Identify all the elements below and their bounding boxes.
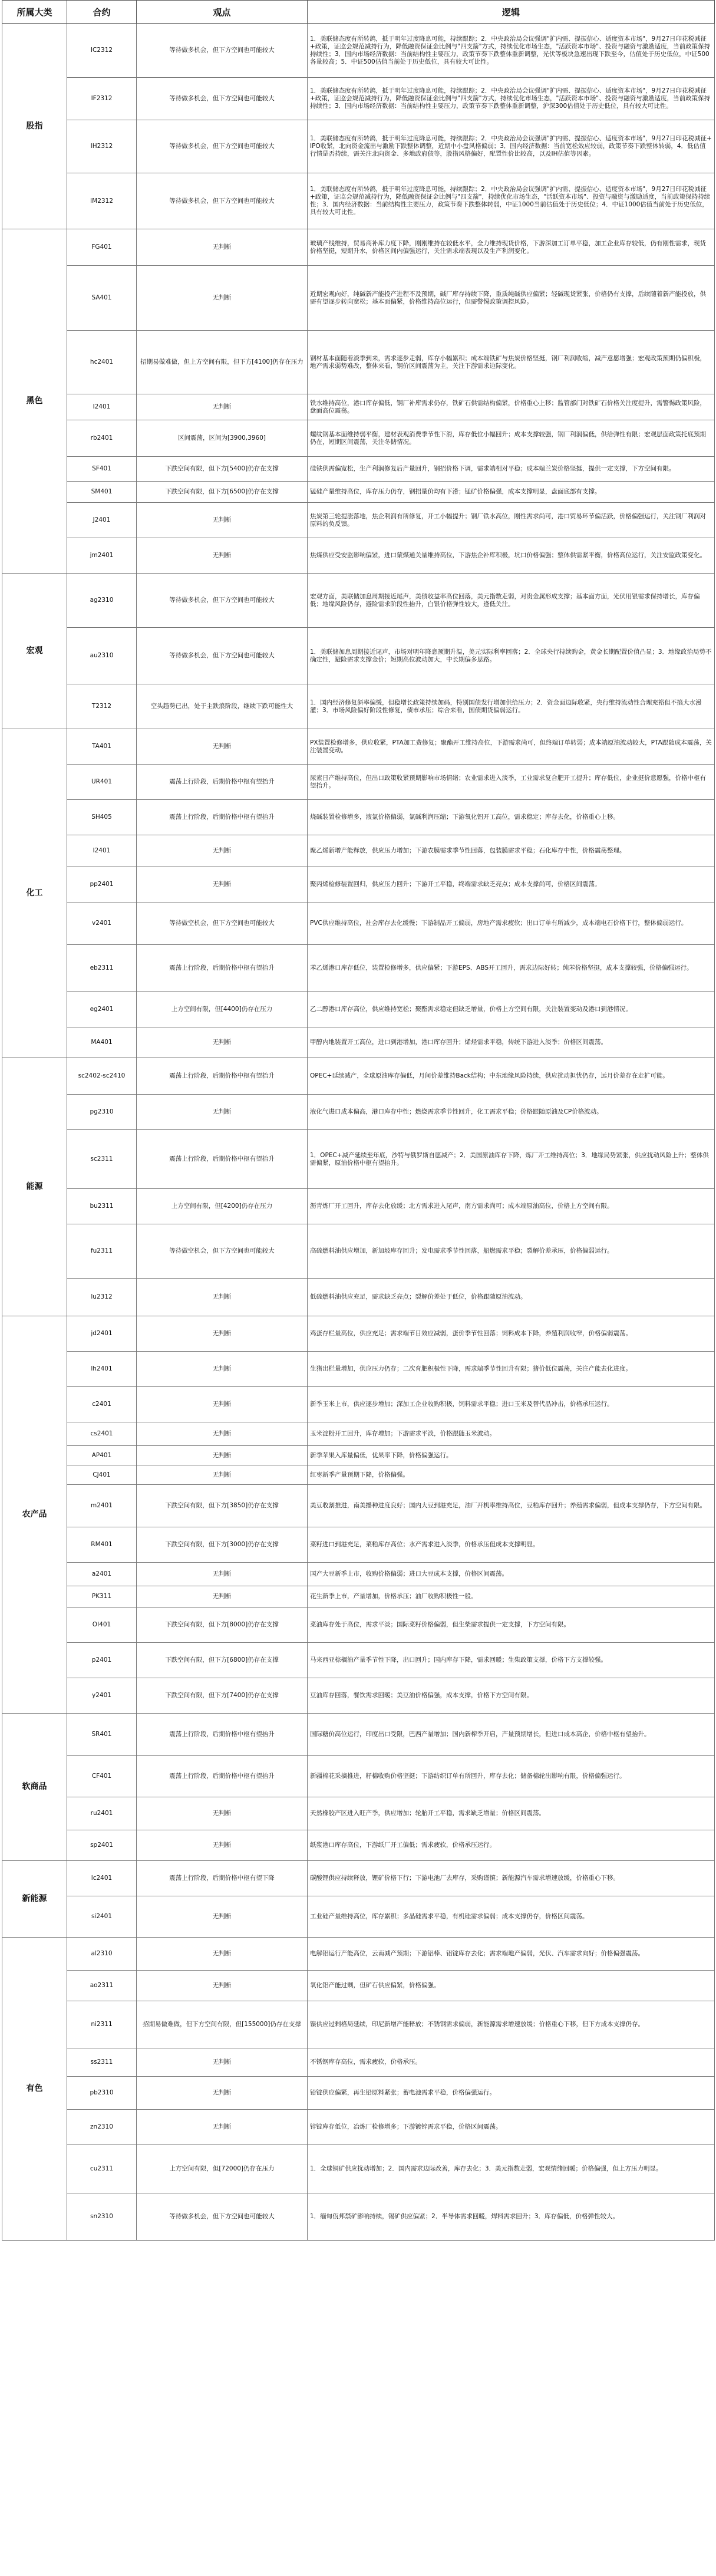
- logic-cell: 苯乙烯港口库存低位，装置检修增多，供应偏紧；下游EPS、ABS开工回升，需求边际好转；纯苯价格坚挺，成本支撑较强，价格偏强运行。: [308, 945, 715, 992]
- table-row: [2, 1607, 715, 1643]
- logic-cell: 镍供应过剩格局延续，印尼新增产能释放；不锈钢需求偏弱，新能源需求增速放缓；价格重心下移，但下方成本支撑仍存。: [308, 2001, 715, 2048]
- view-cell: 等待做多机会，但下方空间也可能较大: [137, 574, 308, 628]
- logic-cell: 低硫燃料油供应充足，需求缺乏亮点；裂解价差处于低位，价格跟随原油波动。: [308, 1279, 715, 1316]
- table-row: [2, 729, 715, 765]
- logic-cell: 新季玉米上市，供应逐步增加；深加工企业收购积极，饲料需求平稳；进口玉米及替代品冲击，价格承压运行。: [308, 1387, 715, 1422]
- view-cell: 无判断: [137, 835, 308, 867]
- view-cell: 等待做多机会，但下方空间也可能较大: [137, 120, 308, 173]
- logic-cell: 铁水维持高位，港口库存偏低，钢厂补库需求仍存，铁矿石供需结构偏紧，价格重心上移；监管部门对铁矿石价格关注度提升，需警惕政策风险，盘面高位震荡。: [308, 394, 715, 420]
- logic-cell: PX装置检修增多，供应收紧，PTA加工费修复；聚酯开工维持高位，下游需求尚可，但终端订单转弱；成本端原油波动较大，PTA跟随成本震荡，关注装置变动。: [308, 729, 715, 765]
- logic-cell: 尿素日产维持高位，但出口政策收紧预期影响市场情绪；农业需求进入淡季，工业需求复合肥开工提升；库存低位，企业挺价意愿强，价格中枢有望抬升。: [308, 765, 715, 800]
- contract-cell: I2401: [67, 394, 137, 420]
- table-row: [2, 1352, 715, 1387]
- view-cell: 上方空间有限，但[72000]仍存在压力: [137, 2145, 308, 2193]
- logic-cell: 锰硅产量维持高位，库存压力仍存，钢招量价均有下滑；锰矿价格偏强，成本支撑明显，盘面底部有支撑。: [308, 482, 715, 503]
- contract-cell: l2401: [67, 835, 137, 867]
- table-row: [2, 1563, 715, 1586]
- table-row: [2, 574, 715, 628]
- table-row: [2, 1586, 715, 1607]
- view-cell: 无判断: [137, 729, 308, 765]
- view-cell: 震荡上行阶段，后期价格中枢有望抬升: [137, 1058, 308, 1095]
- table-row: [2, 1756, 715, 1797]
- contract-cell: y2401: [67, 1678, 137, 1714]
- view-cell: 无判断: [137, 394, 308, 420]
- contract-cell: m2401: [67, 1485, 137, 1527]
- contract-cell: CF401: [67, 1756, 137, 1797]
- view-cell: 上方空间有限，但[4400]仍存在压力: [137, 992, 308, 1027]
- view-cell: 无判断: [137, 1586, 308, 1607]
- contract-cell: sc2402-sc2410: [67, 1058, 137, 1095]
- logic-cell: PVC供应维持高位，社会库存去化缓慢；下游制品开工偏弱，房地产需求疲软；出口订单有所减少，成本端电石价格下行，整体偏弱运行。: [308, 902, 715, 945]
- logic-cell: 1．美联储态度有所转鸽，抵于明年过度降息可能，持续跟踪；2．中央政治局会议强调"扩内需、提振信心、适度资本市场"，9月27日印花税减征+政策，证监会规范减持行为，降低融资保证金比例与"四支箭"，持续优化市场生态，"活跃资本市场"、投资与融资与激励适度，当前政策保持持续性；3．国内经济数据：当前结构性主要压力，政策节奏下跌整体转弱，中证1000当前估值处于历史低位；4．中证1000估值当前处于历史低位，具有较大可比性。: [308, 173, 715, 229]
- view-cell: 震荡上行阶段，后期价格中枢有望抬升: [137, 765, 308, 800]
- category-cell: 软商品: [2, 1714, 67, 1861]
- logic-cell: 新季苹果入库量偏低，优果率下降，价格偏强运行。: [308, 1446, 715, 1465]
- table-row: [2, 1830, 715, 1861]
- table-row: [2, 2077, 715, 2110]
- logic-cell: 烧碱装置检修增多，液氯价格偏弱，氯碱利润压缩；下游氧化铝开工高位，需求稳定；库存去化，价格重心上移。: [308, 800, 715, 835]
- table-row: [2, 902, 715, 945]
- view-cell: 无判断: [137, 1422, 308, 1446]
- view-cell: 无判断: [137, 1563, 308, 1586]
- table-row: [2, 992, 715, 1027]
- logic-cell: 马来西亚棕榈油产量季节性下降，出口回升；国内库存下降，需求回暖；生柴政策支撑，价格下方支撑较强。: [308, 1643, 715, 1678]
- logic-cell: 聚丙烯检修装置回归，供应压力回升；下游开工平稳，终端需求缺乏亮点；成本支撑尚可，价格区间震荡。: [308, 867, 715, 902]
- view-cell: 下跌空间有限，但下方[7400]仍存在支撑: [137, 1678, 308, 1714]
- view-cell: 区间震荡，区间为[3900,3960]: [137, 420, 308, 457]
- view-cell: 无判断: [137, 2110, 308, 2145]
- logic-cell: 工业硅产量维持高位，库存累积；多晶硅需求平稳，有机硅需求偏弱；成本支撑仍存，价格区间震荡。: [308, 1896, 715, 1938]
- view-cell: 无判断: [137, 1971, 308, 2001]
- view-cell: 无判断: [137, 503, 308, 538]
- view-cell: 无判断: [137, 1938, 308, 1971]
- contract-cell: jd2401: [67, 1316, 137, 1352]
- view-cell: 无判断: [137, 1095, 308, 1130]
- logic-cell: 国产大豆新季上市，收购价格偏弱；进口大豆成本支撑，价格区间震荡。: [308, 1563, 715, 1586]
- view-cell: 无判断: [137, 1446, 308, 1465]
- table-row: [2, 1422, 715, 1446]
- table-row: [2, 1279, 715, 1316]
- view-cell: 空头趋势已出，处于主跌浪阶段，继续下跌可能性大: [137, 684, 308, 729]
- contract-cell: a2401: [67, 1563, 137, 1586]
- logic-cell: 高硫燃料油供应增加，新加坡库存回升；发电需求季节性回落，船燃需求平稳；裂解价差承压，价格偏弱运行。: [308, 1224, 715, 1279]
- category-cell: 黑色: [2, 229, 67, 574]
- view-cell: 招期易做难做，但上方空间有限，但下方[4100]仍存在压力: [137, 331, 308, 394]
- view-cell: 震荡上行阶段，后期价格中枢有望抬升: [137, 945, 308, 992]
- strategy-table: [2, 0, 715, 2241]
- table-row: [2, 503, 715, 538]
- contract-cell: ru2401: [67, 1797, 137, 1830]
- table-row: [2, 1861, 715, 1896]
- contract-cell: sp2401: [67, 1830, 137, 1861]
- contract-cell: cu2311: [67, 2145, 137, 2193]
- contract-cell: TA401: [67, 729, 137, 765]
- view-cell: 无判断: [137, 2048, 308, 2077]
- view-cell: 等待做多机会，但下方空间也可能较大: [137, 628, 308, 684]
- table-row: [2, 765, 715, 800]
- logic-cell: 1．缅甸佤邦禁矿影响持续，锡矿供应偏紧；2．半导体需求回暖，焊料需求回升；3．库存偏低，价格弹性较大。: [308, 2193, 715, 2241]
- contract-cell: CJ401: [67, 1465, 137, 1485]
- view-cell: 无判断: [137, 1830, 308, 1861]
- view-cell: 无判断: [137, 1465, 308, 1485]
- table-row: [2, 1446, 715, 1465]
- view-cell: 无判断: [137, 1279, 308, 1316]
- view-cell: 无判断: [137, 1027, 308, 1058]
- contract-cell: SM401: [67, 482, 137, 503]
- logic-cell: 甲醇内地装置开工高位，进口到港增加，港口库存回升；烯烃需求平稳，传统下游进入淡季；价格区间震荡。: [308, 1027, 715, 1058]
- table-row: [2, 1797, 715, 1830]
- header-view: 观点: [137, 1, 308, 24]
- view-cell: 无判断: [137, 229, 308, 266]
- logic-cell: 红枣新季产量预期下降，价格偏强。: [308, 1465, 715, 1485]
- table-row: [2, 420, 715, 457]
- view-cell: 无判断: [137, 1316, 308, 1352]
- table-row: [2, 2048, 715, 2077]
- logic-cell: 硅铁供需偏宽松，生产利润修复后产量回升，钢招价格下调，需求端相对平稳；成本端兰炭价格坚挺，提供一定支撑，下方空间有限。: [308, 457, 715, 482]
- view-cell: 震荡上行阶段，后期价格中枢有望抬升: [137, 800, 308, 835]
- category-cell: 股指: [2, 24, 67, 229]
- logic-cell: 菜籽进口到港充足，菜粕库存高位；水产需求进入淡季，价格承压但成本支撑明显。: [308, 1527, 715, 1563]
- contract-cell: fu2311: [67, 1224, 137, 1279]
- view-cell: 无判断: [137, 538, 308, 574]
- contract-cell: v2401: [67, 902, 137, 945]
- logic-cell: 1．美联储加息周期接近尾声，市场对明年降息预期升温，美元实际利率回落；2．全球央行持续购金，黄金长期配置价值凸显；3．地缘政治局势不确定性，避险需求支撑金价；短期高位波动加大，中长期偏多思路。: [308, 628, 715, 684]
- table-row: [2, 1027, 715, 1058]
- view-cell: 等待做多机会，但下方空间也可能较大: [137, 2193, 308, 2241]
- contract-cell: zn2310: [67, 2110, 137, 2145]
- logic-cell: 纸浆港口库存高位，下游纸厂开工偏低；需求疲软，价格承压运行。: [308, 1830, 715, 1861]
- contract-cell: SR401: [67, 1714, 137, 1756]
- contract-cell: pb2310: [67, 2077, 137, 2110]
- table-row: [2, 1387, 715, 1422]
- contract-cell: ss2311: [67, 2048, 137, 2077]
- logic-cell: 聚乙烯新增产能释放，供应压力增加；下游农膜需求季节性回落，包装膜需求平稳；石化库存中性，价格震荡整理。: [308, 835, 715, 867]
- table-row: [2, 800, 715, 835]
- contract-cell: eg2401: [67, 992, 137, 1027]
- contract-cell: lu2312: [67, 1279, 137, 1316]
- contract-cell: SA401: [67, 266, 137, 331]
- view-cell: 等待做空机会，但下方空间也可能较大: [137, 1224, 308, 1279]
- contract-cell: lh2401: [67, 1352, 137, 1387]
- table-row: [2, 1714, 715, 1756]
- contract-cell: jm2401: [67, 538, 137, 574]
- view-cell: 下跌空间有限，但下方[5400]仍存在支撑: [137, 457, 308, 482]
- view-cell: 下跌空间有限，但下方[6500]仍存在支撑: [137, 482, 308, 503]
- contract-cell: IM2312: [67, 173, 137, 229]
- table-row: [2, 2001, 715, 2048]
- table-row: [2, 835, 715, 867]
- contract-cell: PK311: [67, 1586, 137, 1607]
- category-cell: 有色: [2, 1938, 67, 2241]
- table-row: [2, 1130, 715, 1189]
- view-cell: 震荡上行阶段，后期价格中枢有望抬升: [137, 1130, 308, 1189]
- table-row: [2, 266, 715, 331]
- logic-cell: 近期宏观向好，纯碱新产能投产进程不及预期，碱厂库存持续下降，重质纯碱供应偏紧；轻碱现货紧张，价格仍有支撑，后续随着新产能投放，供需有望逐步转向宽松；基本面偏紧，价格维持高位运行，但需警惕政策调控风险。: [308, 266, 715, 331]
- view-cell: 下跌空间有限，但下方[8000]仍存在支撑: [137, 1607, 308, 1643]
- logic-cell: 生猪出栏量增加，供应压力仍存；二次育肥积极性下降，需求端季节性回升有限；猪价低位震荡，关注产能去化进度。: [308, 1352, 715, 1387]
- logic-cell: 豆油库存回落，餐饮需求回暖；美豆油价格偏强，成本支撑，价格下方空间有限。: [308, 1678, 715, 1714]
- contract-cell: c2401: [67, 1387, 137, 1422]
- logic-cell: 螺纹钢基本面维持弱平衡，建材表观消费季节性下滑，库存低位小幅回升；成本支撑较强，钢厂利润偏低，供给弹性有限；宏观层面政策托底预期仍在，短期区间震荡，关注冬储情况。: [308, 420, 715, 457]
- table-row: [2, 1316, 715, 1352]
- view-cell: 等待做多机会，但下方空间也可能较大: [137, 24, 308, 78]
- view-cell: 震荡上行阶段，后期价格中枢有望抬升: [137, 1714, 308, 1756]
- view-cell: 震荡上行阶段，后期价格中枢有望抬升: [137, 1756, 308, 1797]
- category-cell: 化工: [2, 729, 67, 1058]
- logic-cell: 氧化铝产能过剩，但矿石供应偏紧，价格偏强。: [308, 1971, 715, 2001]
- header-contract: 合约: [67, 1, 137, 24]
- contract-cell: J2401: [67, 503, 137, 538]
- logic-cell: 钢材基本面随着淡季到来，需求逐步走弱，库存小幅累积；成本端铁矿与焦炭价格坚挺，钢厂利润收缩，减产意愿增强；宏观政策预期仍偏积极，地产需求弱势难改，整体来看，钢价区间震荡为主，关注下游需求边际变化。: [308, 331, 715, 394]
- logic-cell: OPEC+延续减产，全球原油库存偏低，月间价差维持Back结构；中东地缘风险持续，供应扰动担忧仍存，远月价差存在走扩可能。: [308, 1058, 715, 1095]
- table-row: [2, 1095, 715, 1130]
- logic-cell: 天然橡胶产区进入旺产季，供应增加；轮胎开工平稳，需求缺乏增量；价格区间震荡。: [308, 1797, 715, 1830]
- contract-cell: hc2401: [67, 331, 137, 394]
- table-row: [2, 331, 715, 394]
- logic-cell: 焦煤供应受安监影响偏紧，进口蒙煤通关量维持高位，下游焦企补库积极，坑口价格偏强；整体供需紧平衡，价格高位运行，关注安监政策变化。: [308, 538, 715, 574]
- contract-cell: si2401: [67, 1896, 137, 1938]
- logic-cell: 液化气进口成本偏高，港口库存中性；燃烧需求季节性回升，化工需求平稳；价格跟随原油及CP价格波动。: [308, 1095, 715, 1130]
- table-row: [2, 1189, 715, 1224]
- logic-cell: 碳酸锂供应持续释放，锂矿价格下行；下游电池厂去库存，采购谨慎；新能源汽车需求增速放缓，价格重心下移。: [308, 1861, 715, 1896]
- logic-cell: 不锈钢库存高位，需求疲软，价格承压。: [308, 2048, 715, 2077]
- contract-cell: pp2401: [67, 867, 137, 902]
- logic-cell: 菜油库存处于高位，需求平淡；国际菜籽价格偏弱，但生柴需求提供一定支撑，下方空间有限。: [308, 1607, 715, 1643]
- table-row: [2, 684, 715, 729]
- table-row: [2, 2110, 715, 2145]
- logic-cell: 鸡蛋存栏量高位，供应充足；需求端节日效应减弱，蛋价季节性回落；饲料成本下降，养殖利润收窄，价格偏弱震荡。: [308, 1316, 715, 1352]
- contract-cell: eb2311: [67, 945, 137, 992]
- category-cell: 能源: [2, 1058, 67, 1316]
- view-cell: 等待做多机会，但下方空间也可能较大: [137, 173, 308, 229]
- view-cell: 无判断: [137, 1797, 308, 1830]
- table-row: [2, 1678, 715, 1714]
- table-row: [2, 538, 715, 574]
- header-category: 所属大类: [2, 1, 67, 24]
- contract-cell: cs2401: [67, 1422, 137, 1446]
- logic-cell: 铅锭供应偏紧，再生铅原料紧张；蓄电池需求平稳，价格偏强运行。: [308, 2077, 715, 2110]
- contract-cell: ag2310: [67, 574, 137, 628]
- table-body: [2, 24, 715, 2241]
- view-cell: 无判断: [137, 1387, 308, 1422]
- view-cell: 下跌空间有限，但下方[3850]仍存在支撑: [137, 1485, 308, 1527]
- table-row: [2, 482, 715, 503]
- contract-cell: lc2401: [67, 1861, 137, 1896]
- contract-cell: SH405: [67, 800, 137, 835]
- table-row: [2, 1527, 715, 1563]
- contract-cell: rb2401: [67, 420, 137, 457]
- logic-cell: 宏观方面，美联储加息周期接近尾声，美债收益率高位回落，美元指数走弱，对贵金属形成支撑；基本面方面，光伏用银需求保持增长，库存偏低；地缘风险仍存，避险需求阶段性抬升，白银价格弹性较大，逢低关注。: [308, 574, 715, 628]
- table-row: [2, 1938, 715, 1971]
- view-cell: 无判断: [137, 1352, 308, 1387]
- contract-cell: ao2311: [67, 1971, 137, 2001]
- logic-cell: 新疆棉花采摘推进，籽棉收购价格坚挺；下游纺织订单有所回升，库存去化；储备棉轮出影响有限，价格偏强运行。: [308, 1756, 715, 1797]
- table-row: [2, 229, 715, 266]
- category-cell: 新能源: [2, 1861, 67, 1938]
- table-row: [2, 1896, 715, 1938]
- table-row: [2, 394, 715, 420]
- category-cell: 农产品: [2, 1316, 67, 1714]
- table-row: [2, 24, 715, 78]
- table-row: [2, 867, 715, 902]
- view-cell: 上方空间有限，但[4200]仍存在压力: [137, 1189, 308, 1224]
- logic-cell: 1．美联储态度有所转鸽，抵于明年过度降息可能，持续跟踪；2．中央政治局会议强调"扩内需、提振信心、适度资本市场"，9月27日印花税减征+IPO收紧，北向资金流出与激励下跌整体调整，近期中小盘风格偏弱；3．国内经济数据：当前宽松效应较弱，政策节奏下跌整体转弱，4．低估值行情是否持续，需关注北向资金、多地政府债等，股指风格偏好，配置性价比较高，以及IH估值等因素。: [308, 120, 715, 173]
- logic-cell: 1．OPEC+减产延续至年底，沙特与俄罗斯自愿减产；2．美国原油库存下降，炼厂开工维持高位；3．地缘局势紧张，供应扰动风险上升；整体供需偏紧，原油价格中枢有望抬升。: [308, 1130, 715, 1189]
- view-cell: 下跌空间有限，但下方[6800]仍存在支撑: [137, 1643, 308, 1678]
- table-row: [2, 1485, 715, 1527]
- logic-cell: 玉米淀粉开工回升，库存增加；下游需求平淡，价格跟随玉米波动。: [308, 1422, 715, 1446]
- logic-cell: 1．美联储态度有所转鸽，抵于明年过度降息可能，持续跟踪；2．中央政治局会议强调"扩内需、提振信心、适度资本市场"，9月27日印花税减征+政策，证监会规范减持行为，降低融资保证金比例与"四支箭"方式，持续优化市场生态，"活跃资本市场"、投资与融资与激励适度，当前政策保持持续性；3．国内市场经济数据：当前结构性主要压力，政策节奏下跌整体重新调整，沪深300估值处于历史低位，具有较大可比性。: [308, 78, 715, 120]
- logic-cell: 锌锭库存低位，冶炼厂检修增多；下游镀锌需求平稳，价格区间震荡。: [308, 2110, 715, 2145]
- table-row: [2, 1971, 715, 2001]
- table-row: [2, 1643, 715, 1678]
- contract-cell: pg2310: [67, 1095, 137, 1130]
- table-row: [2, 1224, 715, 1279]
- view-cell: 招期易做难做，但下方空间有限，但[155000]仍存在支撑: [137, 2001, 308, 2048]
- contract-cell: bu2311: [67, 1189, 137, 1224]
- table-row: [2, 2193, 715, 2241]
- logic-cell: 电解铝运行产能高位，云南减产预期；下游铝棒、铝锭库存去化；需求端地产偏弱，光伏、汽车需求向好；价格偏强震荡。: [308, 1938, 715, 1971]
- contract-cell: au2310: [67, 628, 137, 684]
- view-cell: 无判断: [137, 2077, 308, 2110]
- category-cell: 宏观: [2, 574, 67, 729]
- logic-cell: 花生新季上市，产量增加，价格承压；油厂收购积极性一般。: [308, 1586, 715, 1607]
- contract-cell: ni2311: [67, 2001, 137, 2048]
- view-cell: 无判断: [137, 867, 308, 902]
- logic-cell: 乙二醇港口库存高位，供应维持宽松；聚酯需求稳定但缺乏增量，价格上方空间有限，关注装置变动及港口到港情况。: [308, 992, 715, 1027]
- header-row: [2, 1, 715, 24]
- contract-cell: UR401: [67, 765, 137, 800]
- logic-cell: 美豆收割推进，南美播种进度良好；国内大豆到港充足，油厂开机率维持高位，豆粕库存回升；养殖需求偏弱，但成本支撑仍存，下方空间有限。: [308, 1485, 715, 1527]
- table-row: [2, 945, 715, 992]
- contract-cell: FG401: [67, 229, 137, 266]
- logic-cell: 焦炭第三轮提涨落地，焦企利润有所修复，开工小幅提升；钢厂铁水高位，刚性需求尚可，港口贸易环节偏活跃，价格偏强运行，关注钢厂利润对原料的负反馈。: [308, 503, 715, 538]
- contract-cell: MA401: [67, 1027, 137, 1058]
- contract-cell: IF2312: [67, 78, 137, 120]
- contract-cell: T2312: [67, 684, 137, 729]
- contract-cell: RM401: [67, 1527, 137, 1563]
- contract-cell: AP401: [67, 1446, 137, 1465]
- contract-cell: IH2312: [67, 120, 137, 173]
- contract-cell: sc2311: [67, 1130, 137, 1189]
- contract-cell: OI401: [67, 1607, 137, 1643]
- table-row: [2, 628, 715, 684]
- logic-cell: 沥青炼厂开工回升，库存去化放缓；北方需求进入尾声，南方需求尚可；成本端原油高位，价格上方空间有限。: [308, 1189, 715, 1224]
- contract-cell: p2401: [67, 1643, 137, 1678]
- contract-cell: IC2312: [67, 24, 137, 78]
- contract-cell: sn2310: [67, 2193, 137, 2241]
- contract-cell: al2310: [67, 1938, 137, 1971]
- logic-cell: 1．全球铜矿供应扰动增加；2．国内需求边际改善，库存去化；3．美元指数走弱，宏观情绪回暖；价格偏强，但上方压力明显。: [308, 2145, 715, 2193]
- view-cell: 等待做多机会，但下方空间也可能较大: [137, 78, 308, 120]
- header-logic: 逻辑: [308, 1, 715, 24]
- logic-cell: 1．美联储态度有所转鸽，抵于明年过度降息可能，持续跟踪；2．中央政治局会议强调"扩内需、提振信心、适度资本市场"，9月27日印花税减征+政策，证监会规范减持行为，降低融资保证金比例与"四支箭"方式，持续优化市场生态，"活跃资本市场"、投资与融资与激励适度，当前政策保持持续性；3．国内市场经济数据：当前结构性主要压力，政策节奏下跌整体重新调整，光伏等板块急速出现下跌至今，估值处于历史低位，中证500各量较高；5．中证500估值当前处于历史低位，具有较大可比性。: [308, 24, 715, 78]
- view-cell: 下跌空间有限，但下方[3000]仍存在支撑: [137, 1527, 308, 1563]
- table-row: [2, 2145, 715, 2193]
- contract-cell: SF401: [67, 457, 137, 482]
- table-row: [2, 1058, 715, 1095]
- table-row: [2, 120, 715, 173]
- view-cell: 震荡上行阶段，后期价格中枢有望下降: [137, 1861, 308, 1896]
- logic-cell: 1．国内经济修复斜率偏缓，但稳增长政策持续加码，特别国债发行增加供给压力；2．资金面边际收紧，央行维持流动性合理充裕但不搞大水漫灌；3．市场风险偏好阶段性修复，债市承压；综合来看，国债期货偏弱运行。: [308, 684, 715, 729]
- table-row: [2, 457, 715, 482]
- table-row: [2, 78, 715, 120]
- logic-cell: 国际糖价高位运行，印度出口受限，巴西产量增加；国内新榨季开启，产量预期增长，但进口成本高企，价格中枢有望抬升。: [308, 1714, 715, 1756]
- table-row: [2, 1465, 715, 1485]
- logic-cell: 玻璃产线维持，贸易商补库力度下降，刚刚维持在较低水平，全力维持现货价格，下游深加工订单平稳，加工企业库存较低，仍有刚性需求，现货价格坚挺，短期升水，价格区间内偏强运行，关注需求端表现以及生产利润变化。: [308, 229, 715, 266]
- view-cell: 等待做空机会，但下方空间也可能较大: [137, 902, 308, 945]
- table-row: [2, 173, 715, 229]
- view-cell: 无判断: [137, 266, 308, 331]
- view-cell: 无判断: [137, 1896, 308, 1938]
